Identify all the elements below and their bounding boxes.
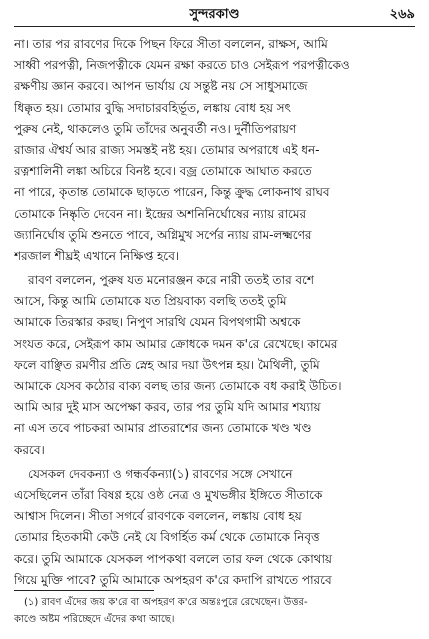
text-line: আমাকে তিরস্কার করছ। নিপুণ সারথি যেমন বিপথগামী অশ্বকে (14, 315, 301, 330)
body-text (14, 34, 417, 591)
footnote-line: কাণ্ডে অষ্টম পরিচ্ছেদে এঁদের কথা আছে। (14, 614, 175, 625)
page-number: ২৬৯ (389, 7, 415, 22)
footnote-rule (14, 590, 154, 591)
text-line: আসে, কিন্তু আমি তোমাকে যত প্রিয়বাক্য বলছি তত‌ই তুমি (14, 294, 287, 309)
text-line: সাধ্বী পরপত্নী, নিজপত্নীকে যেমন রক্ষা করতে চাও সেইরূপ পরপত্নীকেও (14, 58, 350, 73)
text-line: না পারে, কৃতান্ত তোমাকে ছাড়তে পারেন, কিন্তু ক্রুদ্ধ লোকনাথ রাঘব (14, 185, 330, 200)
page-header (14, 4, 415, 26)
paragraph (14, 464, 417, 591)
text-line: এসেছিলেন তাঁরা বিষণ্ণ হয়ে ওষ্ঠ নেত্র ও মুখভঙ্গীর ইঙ্গিতে সীতাকে (14, 487, 323, 502)
paragraph (14, 34, 417, 267)
text-line: তোমার হিতকামী কেউ নেই যে বিগর্হিত কর্ম থেকে তোমাকে নিবৃত্ত (14, 530, 320, 545)
text-line: আমি আর দুই মাস অপেক্ষা করব, তার পর তুমি যদি আমার শয্যায় (14, 400, 321, 415)
footnote-line: (১) রাবণ এঁদের জয় ক'রে বা অপহরণ ক'রে অন্তঃপুরে রেখেছেন। উত্তর- (24, 597, 308, 608)
text-line: রক্ষণীয় জ্ঞান করবে। আপন ভার্যায় যে সন্তুষ্ট নয় সে সাধুসমাজে (14, 79, 308, 94)
footnote (14, 594, 417, 628)
text-line: ধিক্কৃত হয়। তোমার বুদ্ধি সদাচারবহির্ভূত, লঙ্কায় বোধ হয় সৎ (14, 100, 291, 115)
text-line: গিয়ে মুক্তি পাবে? তুমি আমাকে অপহরণ ক'রে কদাপি রাখতে পারবে (14, 572, 332, 587)
text-line: জ্যানির্ঘোষ তুমি শুনতে পাবে, অগ্নিমুখ সর্পের ন্যায় রাম-লক্ষ্মণের (14, 227, 312, 242)
text-line: না। তার পর রাবণের দিকে পিছন ফিরে সীতা বললেন, রাক্ষস, আমি (14, 37, 328, 51)
text-line: করবে। (14, 442, 45, 457)
text-line: যেসকল দেবকন্যা ও গন্ধর্বকন্যা(১) রাবণের সঙ্গে সেখানে (28, 466, 293, 481)
text-line: রাজার ঐশ্বর্য আর রাজ্য সমস্তই নষ্ট হয়। তোমার অপরাধে এই ধন- (14, 142, 320, 157)
text-line: রত্নশালিনী লঙ্কা অচিরে বিনষ্ট হবে। বজ্র তোমাকে আঘাত করতে (14, 164, 312, 179)
text-line: ফলে বাঞ্ছিত রমণীর প্রতি স্নেহ আর দয়া উৎপন্ন হয়। মৈথিলী, তুমি (14, 357, 320, 372)
text-line: তোমাকে নিষ্কৃতি দেবেন না। ইন্দ্রের অশনিনির্ঘোষের ন্যায় রামের (14, 206, 307, 221)
text-line: আমাকে যেসব কঠোর বাক্য বলছ তার জন্য তোমাকে বধ করাই উচিত। (14, 379, 342, 393)
chapter-title: সুন্দরকাণ্ড (189, 7, 240, 22)
text-line: আশ্বাস দিলেন। সীতা সগর্বে রাবণকে বললেন, লঙ্কায় বোধ হয় (14, 509, 302, 524)
text-line: পুরুষ নেই, থাকলেও তুমি তাঁদের অনুবর্তী নও। দুর্নীতিপরায়ণ (14, 121, 297, 136)
text-line: সংযত করে, সেইরূপ কাম আমার ক্রোধকে দমন ক'রে রেখেছে। কামের (14, 336, 338, 351)
header-rule (14, 26, 415, 27)
text-line: শরজাল শীঘ্রই এখানে নিক্ষিপ্ত হবে। (14, 248, 180, 263)
text-line: করে। তুমি আমাকে যেসকল পাপকথা বললে তার ফল থেকে কোথায় (14, 551, 332, 566)
text-line: না এস তবে পাচকরা আমার প্রাতরাশের জন্য তোমাকে খণ্ড খণ্ড (14, 421, 312, 436)
paragraph (14, 270, 417, 461)
text-line: রাবণ বললেন, পুরুষ যত মনোরঞ্জন করে নারী তত‌ই তার বশে (28, 273, 314, 288)
